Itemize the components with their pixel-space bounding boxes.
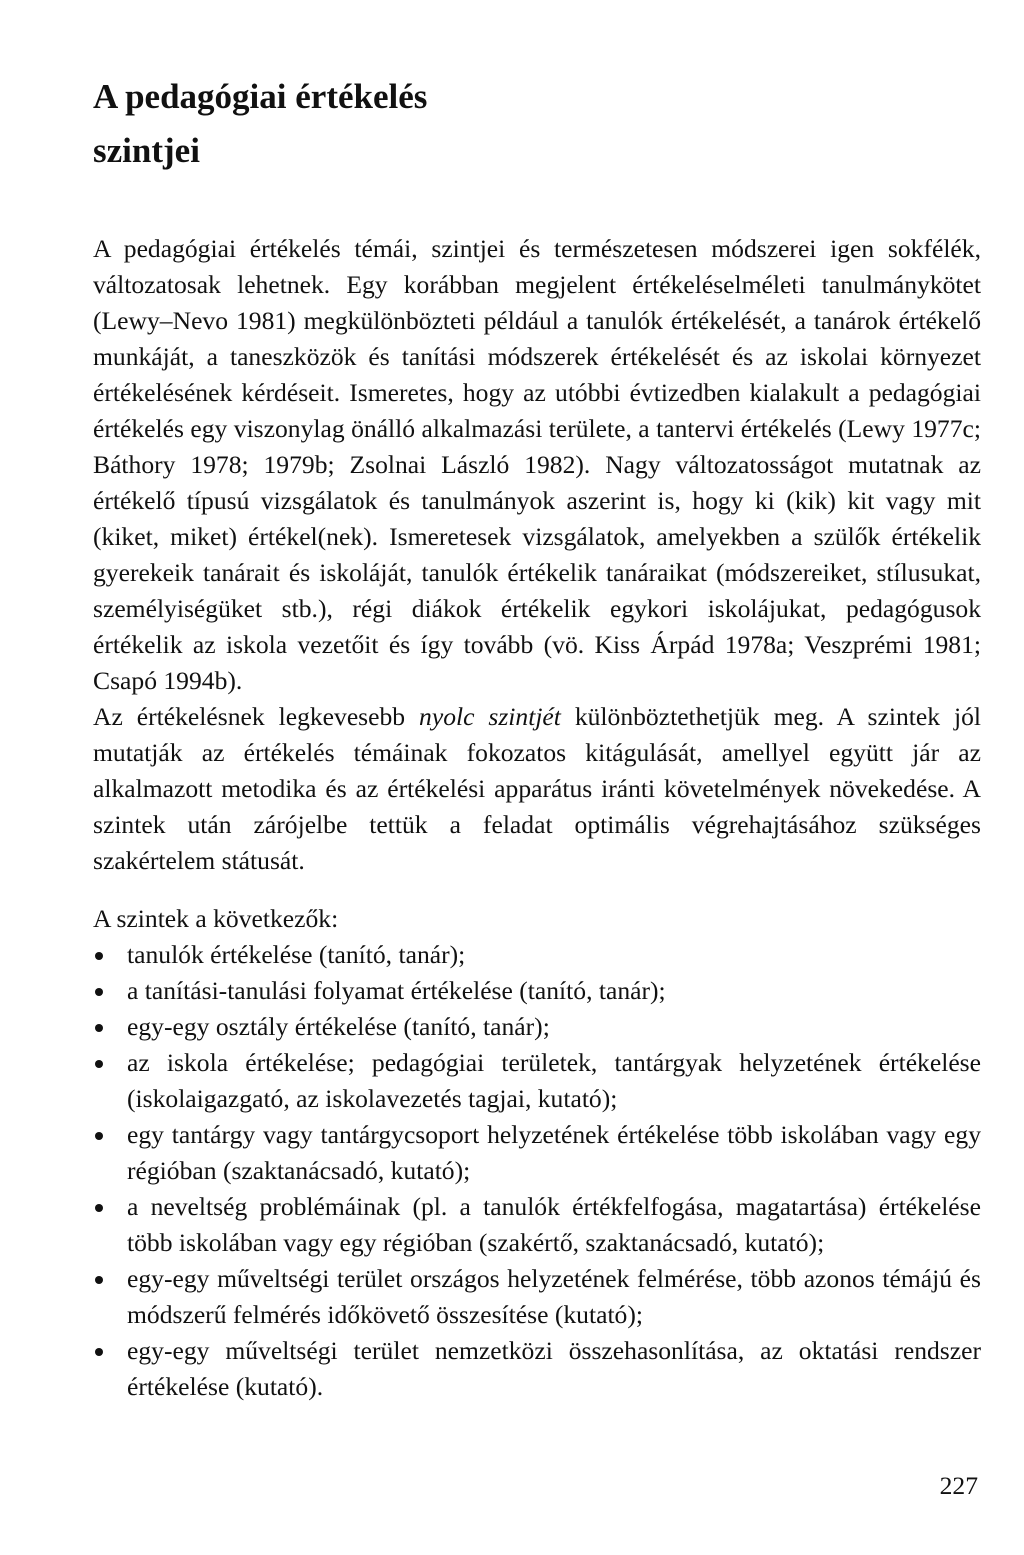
- bullet-icon: [95, 1348, 103, 1356]
- list-item: [93, 1045, 981, 1117]
- list-item-text: a tanítási-tanulási folyamat értékelése (tanító, tanár);: [127, 976, 666, 1005]
- section-title-line-2: szintjei: [93, 131, 200, 170]
- paragraph-1: A pedagógiai értékelés témái, szintjei és természetesen módszerei igen sokfélék, változatosak lehetnek. Egy korábban megjelent értékeléselméleti tanulmánykötet (Lewy–Nevo 1981) megkülönbözteti például a tanulók értékelését, a tanárok értékelő munkáját, a taneszközök és tanítási módszerek értékelését és az iskolai környezet értékelésének kérdéseit. Ismeretes, hogy az utóbbi évtizedben kialakult a pedagógiai értékelés egy viszonylag önálló alkalmazási területe, a tantervi értékelés (Lewy 1977c; Báthory 1978; 1979b; Zsolnai László 1982). Nagy változatosságot mutatnak az értékelő típusú vizsgálatok és tanulmányok aszerint is, hogy ki (kik) kit vagy mit (kiket, miket) értékel(nek). Ismeretesek vizsgálatok, amelyekben a szülők értékelik gyerekeik tanárait és iskoláját, tanulók értékelik tanáraikat (módszereiket, stílusukat, személyiségüket stb.), régi diákok értékelik egykori iskolájukat, pedagógusok értékelik az iskola vezetőit és így tovább (vö. Kiss Árpád 1978a; Veszprémi 1981; Csapó 1994b).: [93, 234, 981, 695]
- list-item: [93, 1117, 981, 1189]
- bullet-icon: [95, 1204, 103, 1212]
- section-title-line-1: A pedagógiai értékelés: [93, 77, 428, 116]
- paragraph-2-before: Az értékelésnek legkevesebb: [93, 702, 420, 731]
- list-item-text: a neveltség problémáinak (pl. a tanulók értékfelfogása, magatartása) értékelése több iskolában vagy egy régióban (szakértő, szaktanácsadó, kutató);: [127, 1192, 981, 1257]
- list-item: [93, 973, 981, 1009]
- list-item: [93, 1333, 981, 1405]
- bullet-icon: [95, 1132, 103, 1140]
- book-page: [93, 70, 981, 1405]
- bullet-icon: [95, 1024, 103, 1032]
- list-item-text: egy-egy műveltségi terület országos helyzetének felmérése, több azonos témájú és módszerű felmérés időkövető összesítése (kutató);: [127, 1264, 981, 1329]
- list-item: [93, 1009, 981, 1045]
- list-item-text: egy-egy osztály értékelése (tanító, tanár);: [127, 1012, 550, 1041]
- section-title: [93, 70, 981, 178]
- paragraph-2: [93, 699, 981, 879]
- bullet-icon: [95, 1276, 103, 1284]
- list-item: [93, 1261, 981, 1333]
- list-intro: A szintek a következők:: [93, 904, 339, 933]
- paragraph-gap: [93, 879, 981, 901]
- list-item: [93, 1189, 981, 1261]
- body-text: [93, 231, 981, 1405]
- list-item-text: az iskola értékelése; pedagógiai területek, tantárgyak helyzetének értékelése (iskolaigazgató, az iskolavezetés tagjai, kutató);: [127, 1048, 981, 1113]
- list-item-text: egy tantárgy vagy tantárgycsoport helyzetének értékelése több iskolában vagy egy régióban (szaktanácsadó, kutató);: [127, 1120, 981, 1185]
- page-number: 227: [939, 1471, 978, 1500]
- list-item: [93, 937, 981, 973]
- paragraph-2-emphasis: nyolc szintjét: [419, 702, 561, 731]
- list-item-text: tanulók értékelése (tanító, tanár);: [127, 940, 466, 969]
- list-item-text: egy-egy műveltségi terület nemzetközi összehasonlítása, az oktatási rendszer értékelése (kutató).: [127, 1336, 981, 1401]
- levels-list: [93, 937, 981, 1405]
- bullet-icon: [95, 988, 103, 996]
- bullet-icon: [95, 1060, 103, 1068]
- paragraph-2-after: különböztethetjük meg. A szintek jól mutatják az értékelés témáinak fokozatos kitágulását, amellyel együtt jár az alkalmazott metodika és az értékelési apparátus iránti követelmények növekedése. A szintek után zárójelbe tettük a feladat optimális végrehajtásához szükséges szakértelem státusát.: [93, 702, 981, 875]
- bullet-icon: [95, 952, 103, 960]
